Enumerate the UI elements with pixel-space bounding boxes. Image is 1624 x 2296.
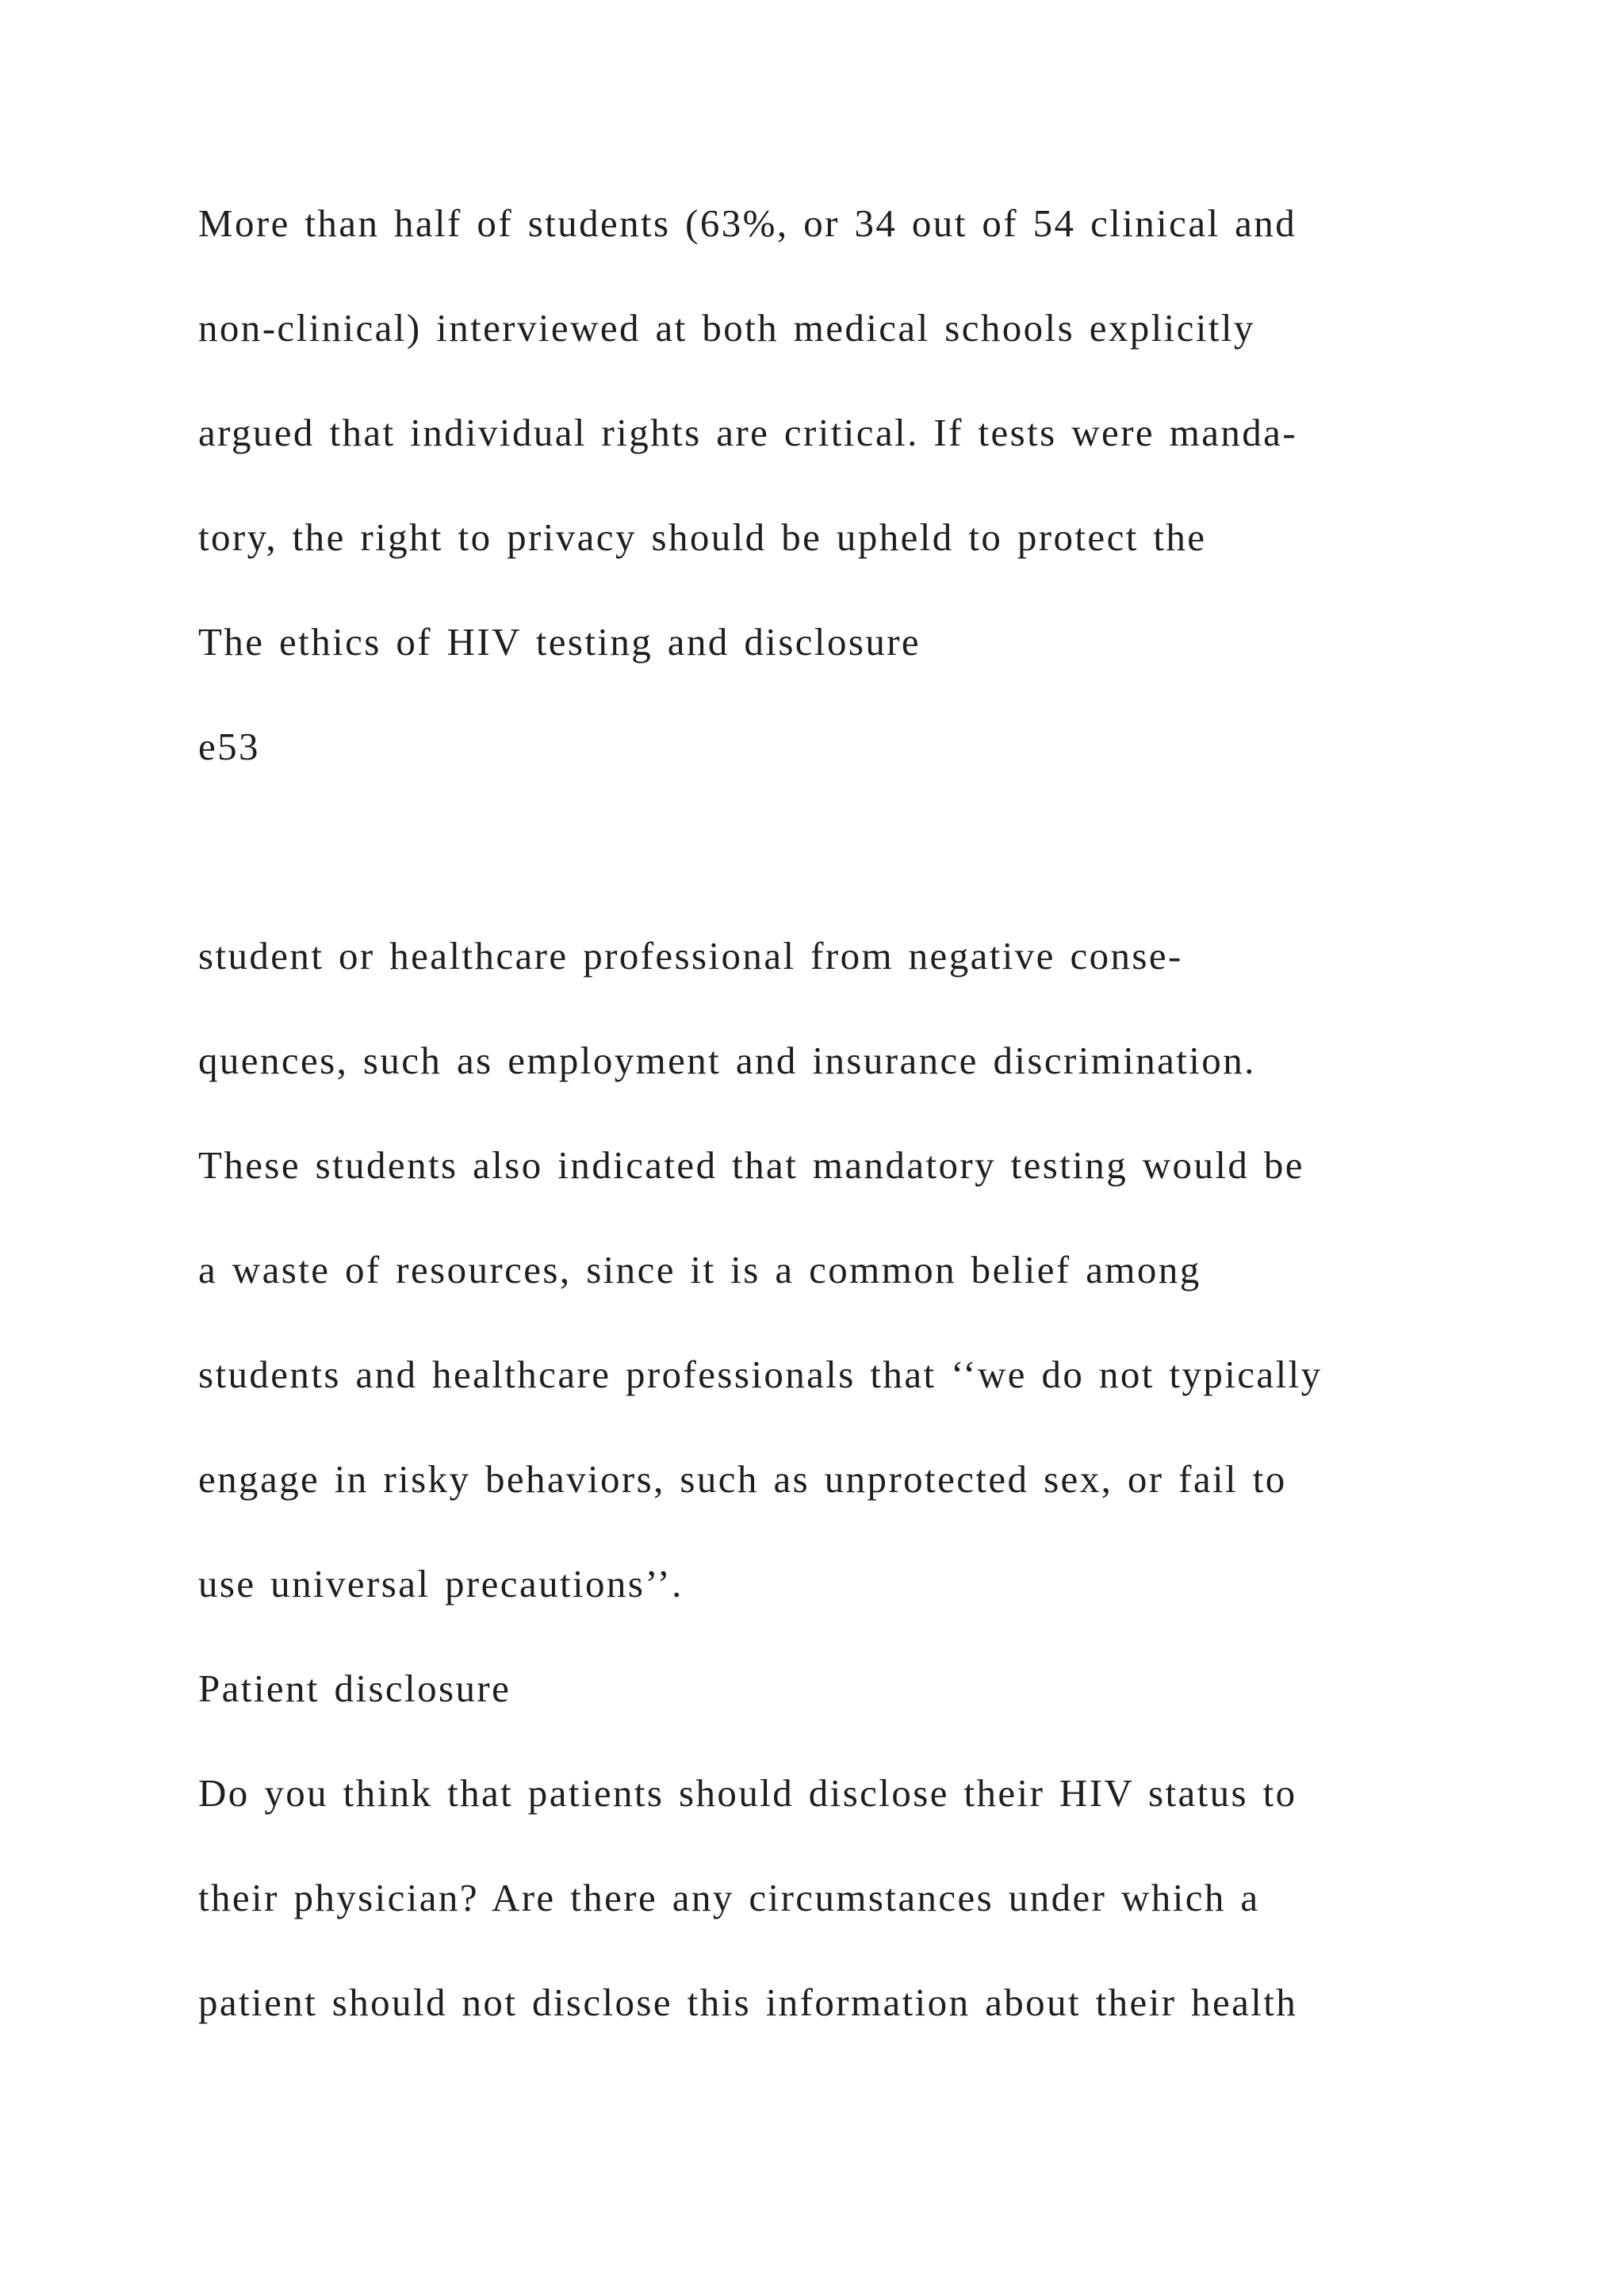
body-text-line: students and healthcare professionals that ‘‘we do not typically <box>198 1353 1323 1396</box>
section-heading: Patient disclosure <box>198 1667 511 1710</box>
page-number: e53 <box>198 725 260 768</box>
body-text-line: non-clinical) interviewed at both medical schools explicitly <box>198 306 1255 350</box>
running-header: The ethics of HIV testing and disclosure <box>198 620 921 664</box>
body-text-line: engage in risky behaviors, such as unprotected sex, or fail to <box>198 1457 1287 1501</box>
body-text-line: More than half of students (63%, or 34 out of 54 clinical and <box>198 201 1297 245</box>
body-text-line: quences, such as employment and insurance discrimination. <box>198 1039 1256 1082</box>
body-text-line: These students also indicated that mandatory testing would be <box>198 1143 1304 1187</box>
body-text-line: tory, the right to privacy should be upheld to protect the <box>198 515 1207 559</box>
body-text-line: argued that individual rights are critical. If tests were manda- <box>198 411 1298 454</box>
body-text-line: their physician? Are there any circumstances under which a <box>198 1876 1260 1919</box>
body-text-line: a waste of resources, since it is a common belief among <box>198 1248 1201 1292</box>
body-text-line: patient should not disclose this information about their health <box>198 1980 1298 2024</box>
body-text-line: use universal precautions’’. <box>198 1562 684 1605</box>
body-text-line: student or healthcare professional from negative conse- <box>198 934 1183 978</box>
body-text-line: Do you think that patients should disclose their HIV status to <box>198 1771 1297 1815</box>
